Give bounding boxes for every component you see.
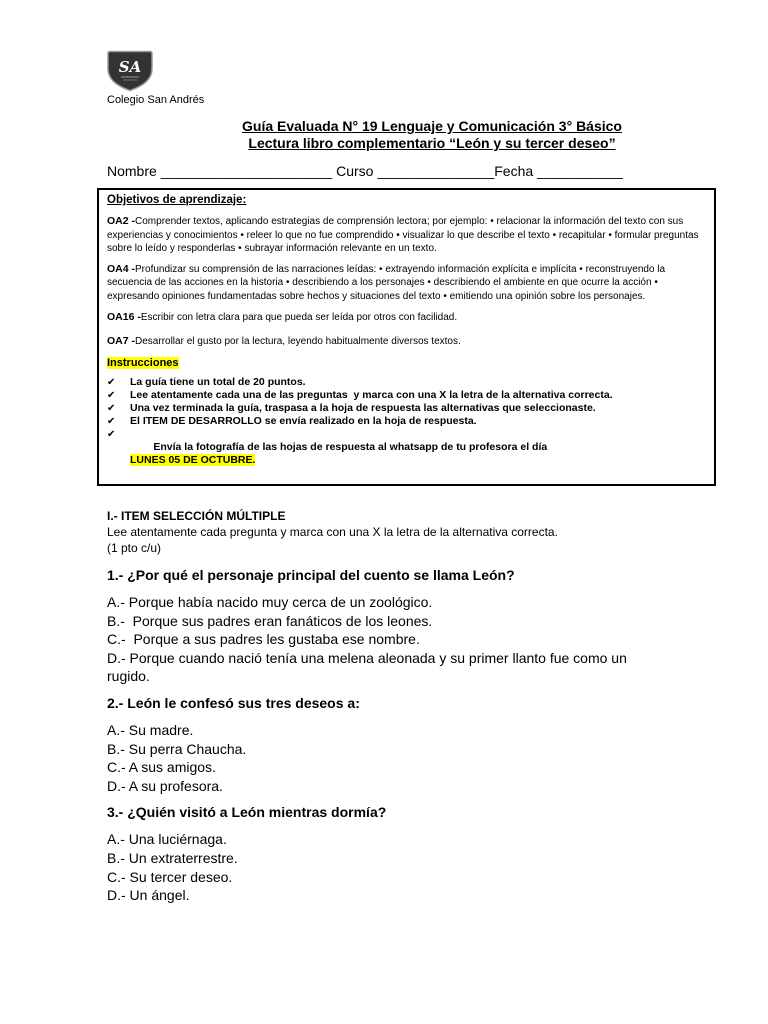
name-field: ______________________ — [160, 163, 333, 179]
answer-option: A.- Su madre. — [107, 721, 194, 738]
guide-title-block — [207, 118, 657, 152]
checkmark-icon — [107, 402, 130, 415]
instructions-list — [107, 376, 706, 480]
question-prompt: 3.- ¿Quién visitó a León mientras dormía? — [107, 804, 387, 821]
instruction-text: El ITEM DE DESARROLLO se envía realizado en la hoja de respuesta. — [130, 414, 477, 427]
school-header — [107, 50, 307, 107]
answer-option: C.- Porque a sus padres les gustaba ese nombre. — [107, 631, 420, 648]
answer-option: D.- A su profesora. — [107, 777, 223, 794]
crest-monogram: SA — [118, 58, 142, 76]
objective-item — [107, 263, 706, 304]
objective-text: Profundizar su comprensión de las narraciones leídas: • extrayendo información explícita e implícita • reconstruyendo la secuencia de las acciones en la historia • describiendo a los personajes • describiendo el ambiente en que ocurre la acción • expresando opiniones fundamentadas sobre hechos y situaciones del texto • emitiendo una opinión sobre los personajes. — [107, 263, 666, 302]
section-heading: I.- ITEM SELECCIÓN MÚLTIPLE — [107, 509, 286, 523]
instruction-item — [107, 415, 706, 428]
question-prompt: 1.- ¿Por qué el personaje principal del cuento se llama León? — [107, 567, 515, 583]
section-points: (1 pto c/u) — [107, 541, 162, 555]
answer-option: D.- Porque cuando nació tenía una melena aleonada y su primer llanto fue como un rugido. — [107, 649, 631, 685]
checkmark-icon — [107, 376, 130, 389]
guide-subtitle: Lectura libro complementario “León y su tercer deseo” — [248, 135, 616, 151]
student-info-line — [107, 162, 623, 180]
school-name: Colegio San Andrés — [107, 94, 205, 106]
answer-options — [107, 721, 655, 795]
instruction-text-block — [130, 428, 706, 480]
multiple-choice-section — [107, 508, 667, 905]
answer-options — [107, 830, 655, 904]
answer-option: B.- Porque sus padres eran fanáticos de los leones. — [107, 612, 433, 629]
objective-item — [107, 335, 706, 349]
question-3 — [107, 803, 667, 904]
school-crest-icon — [107, 50, 153, 92]
instruction-item — [107, 376, 706, 389]
answer-option: A.- Porque había nacido muy cerca de un zoológico. — [107, 594, 433, 610]
objective-code: OA16 - — [107, 310, 141, 323]
course-field: _______________ — [377, 163, 495, 179]
answer-options — [107, 593, 655, 686]
answer-option: B.- Un extraterrestre. — [107, 849, 238, 866]
answer-option: C.- Su tercer deseo. — [107, 868, 233, 885]
deadline-highlight: LUNES 05 DE OCTUBRE. — [130, 453, 256, 466]
instruction-item — [107, 428, 706, 480]
objective-text: Desarrollar el gusto por la lectura, leyendo habitualmente diversos textos. — [135, 336, 461, 348]
name-label: Nombre — [107, 163, 157, 179]
question-prompt: 2.- León le confesó sus tres deseos a: — [107, 694, 360, 711]
instruction-text: La guía tiene un total de 20 puntos. — [130, 375, 306, 388]
question-2 — [107, 694, 667, 795]
course-label: Curso — [336, 163, 374, 179]
objective-text: Comprender textos, aplicando estrategias de comprensión lectora; por ejemplo: • relacionar la información del texto con sus experiencias y conocimientos • releer lo que no fue comprendido • visualizar lo que describe el texto • recapitular • formular preguntas sobre lo leído y responderlas • subrayar información relevante en un texto. — [107, 216, 699, 255]
instruction-text: Envía la fotografía de las hojas de respuesta al whatsapp de tu profesora el día — [153, 440, 548, 453]
objective-code: OA4 - — [107, 262, 136, 275]
guide-title: Guía Evaluada N° 19 Lenguaje y Comunicación 3° Básico — [242, 118, 622, 134]
objective-code: OA7 - — [107, 335, 136, 348]
instruction-text: Una vez terminada la guía, traspasa a la hoja de respuesta las alternativas que seleccionaste. — [130, 401, 596, 414]
checkmark-icon — [107, 389, 130, 402]
checkmark-icon — [107, 428, 130, 480]
objectives-box — [97, 188, 716, 486]
answer-option: D.- Un ángel. — [107, 887, 190, 904]
instructions-heading-row — [107, 356, 706, 370]
objective-item — [107, 215, 706, 256]
objective-code: OA2 - — [107, 215, 136, 227]
instructions-heading: Instrucciones — [107, 356, 179, 369]
instruction-text: Lee atentamente cada una de las preguntas y marca con una X la letra de la alternativa correcta. — [130, 388, 613, 401]
objective-item — [107, 311, 706, 325]
answer-option: C.- A sus amigos. — [107, 759, 216, 776]
checkmark-icon — [107, 415, 130, 428]
section-instruction: Lee atentamente cada pregunta y marca con una X la letra de la alternativa correcta. — [107, 525, 558, 539]
instruction-item — [107, 389, 706, 402]
objectives-heading: Objetivos de aprendizaje: — [107, 194, 247, 206]
date-field: ___________ — [537, 163, 623, 179]
question-1 — [107, 566, 667, 686]
date-label: Fecha — [494, 163, 534, 179]
objective-text: Escribir con letra clara para que pueda ser leída por otros con facilidad. — [140, 311, 458, 323]
answer-option: B.- Su perra Chaucha. — [107, 740, 247, 757]
answer-option: A.- Una luciérnaga. — [107, 831, 227, 848]
instruction-item — [107, 402, 706, 415]
